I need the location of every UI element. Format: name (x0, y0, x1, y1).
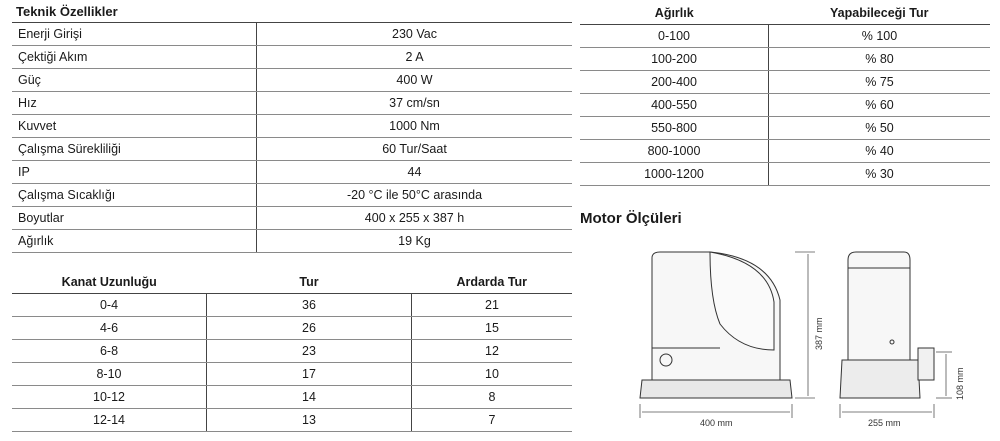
motor-side-view (840, 252, 934, 398)
table-cell: 400-550 (580, 94, 769, 117)
table-row (12, 386, 572, 409)
spec-key: Çalışma Sürekliliği (12, 138, 257, 161)
spec-key: IP (12, 161, 257, 184)
spec-key: Enerji Girişi (12, 23, 257, 46)
spec-value: 19 Kg (257, 230, 573, 253)
table-cell: 6-8 (12, 340, 207, 363)
table-cell: % 30 (769, 163, 991, 186)
table-cell: % 60 (769, 94, 991, 117)
table-row (580, 25, 990, 48)
table-cell: 13 (207, 409, 412, 432)
table-cell: 23 (207, 340, 412, 363)
table-cell: 36 (207, 294, 412, 317)
table-row (580, 140, 990, 163)
table-row (12, 230, 572, 253)
table-row (12, 161, 572, 184)
table-cell: % 50 (769, 117, 991, 140)
motor-dimensions-title: Motor Ölçüleri (580, 210, 682, 227)
table-cell: 10-12 (12, 386, 207, 409)
table-row (12, 92, 572, 115)
table-row (580, 94, 990, 117)
table-row (580, 71, 990, 94)
table-cell: 0-4 (12, 294, 207, 317)
dimension-depth-label: 255 mm (868, 418, 901, 428)
column-header: Ardarda Tur (412, 271, 573, 294)
column-header: Kanat Uzunluğu (12, 271, 207, 294)
weight-table (580, 2, 990, 186)
table-row (12, 115, 572, 138)
table-row (580, 48, 990, 71)
table-row (12, 138, 572, 161)
table-cell: 8 (412, 386, 573, 409)
spec-value: 400 x 255 x 387 h (257, 207, 573, 230)
table-cell: % 40 (769, 140, 991, 163)
table-cell: % 80 (769, 48, 991, 71)
dimension-height-label: 387 mm (814, 317, 824, 350)
column-header: Ağırlık (580, 2, 769, 25)
spec-key: Ağırlık (12, 230, 257, 253)
table-row (12, 317, 572, 340)
table-cell: 200-400 (580, 71, 769, 94)
spec-key: Kuvvet (12, 115, 257, 138)
table-row (12, 363, 572, 386)
spec-table (12, 2, 572, 253)
table-cell: 21 (412, 294, 573, 317)
table-cell: 550-800 (580, 117, 769, 140)
table-cell: 1000-1200 (580, 163, 769, 186)
spec-value: -20 °C ile 50°C arasında (257, 184, 573, 207)
table-cell: 14 (207, 386, 412, 409)
dimension-base-label: 108 mm (955, 367, 965, 400)
table-cell: 17 (207, 363, 412, 386)
table-row (12, 184, 572, 207)
column-header: Yapabileceği Tur (769, 2, 991, 25)
table-row (12, 207, 572, 230)
table-row (12, 340, 572, 363)
table-cell: 8-10 (12, 363, 207, 386)
table-cell: 0-100 (580, 25, 769, 48)
spec-value: 1000 Nm (257, 115, 573, 138)
dimension-width-label: 400 mm (700, 418, 733, 428)
table-cell: % 75 (769, 71, 991, 94)
motor-dimension-drawing (630, 240, 980, 430)
table-row (580, 163, 990, 186)
table-cell: 26 (207, 317, 412, 340)
column-header: Tur (207, 271, 412, 294)
table-row (12, 409, 572, 432)
table-cell: 100-200 (580, 48, 769, 71)
table-row (12, 69, 572, 92)
table-cell: 4-6 (12, 317, 207, 340)
motor-front-view (640, 252, 792, 398)
spec-key: Güç (12, 69, 257, 92)
gate-length-table (12, 271, 572, 432)
spec-title: Teknik Özellikler (12, 2, 572, 23)
spec-value: 2 A (257, 46, 573, 69)
table-cell: 15 (412, 317, 573, 340)
table-cell: 7 (412, 409, 573, 432)
spec-key: Çektiği Akım (12, 46, 257, 69)
spec-key: Boyutlar (12, 207, 257, 230)
table-row (12, 294, 572, 317)
table-row (580, 117, 990, 140)
spec-value: 230 Vac (257, 23, 573, 46)
table-row (12, 23, 572, 46)
table-cell: % 100 (769, 25, 991, 48)
spec-value: 60 Tur/Saat (257, 138, 573, 161)
table-row (12, 46, 572, 69)
spec-value: 44 (257, 161, 573, 184)
spec-value: 37 cm/sn (257, 92, 573, 115)
spec-key: Çalışma Sıcaklığı (12, 184, 257, 207)
spec-key: Hız (12, 92, 257, 115)
spec-value: 400 W (257, 69, 573, 92)
table-cell: 800-1000 (580, 140, 769, 163)
table-cell: 12 (412, 340, 573, 363)
table-cell: 12-14 (12, 409, 207, 432)
table-cell: 10 (412, 363, 573, 386)
